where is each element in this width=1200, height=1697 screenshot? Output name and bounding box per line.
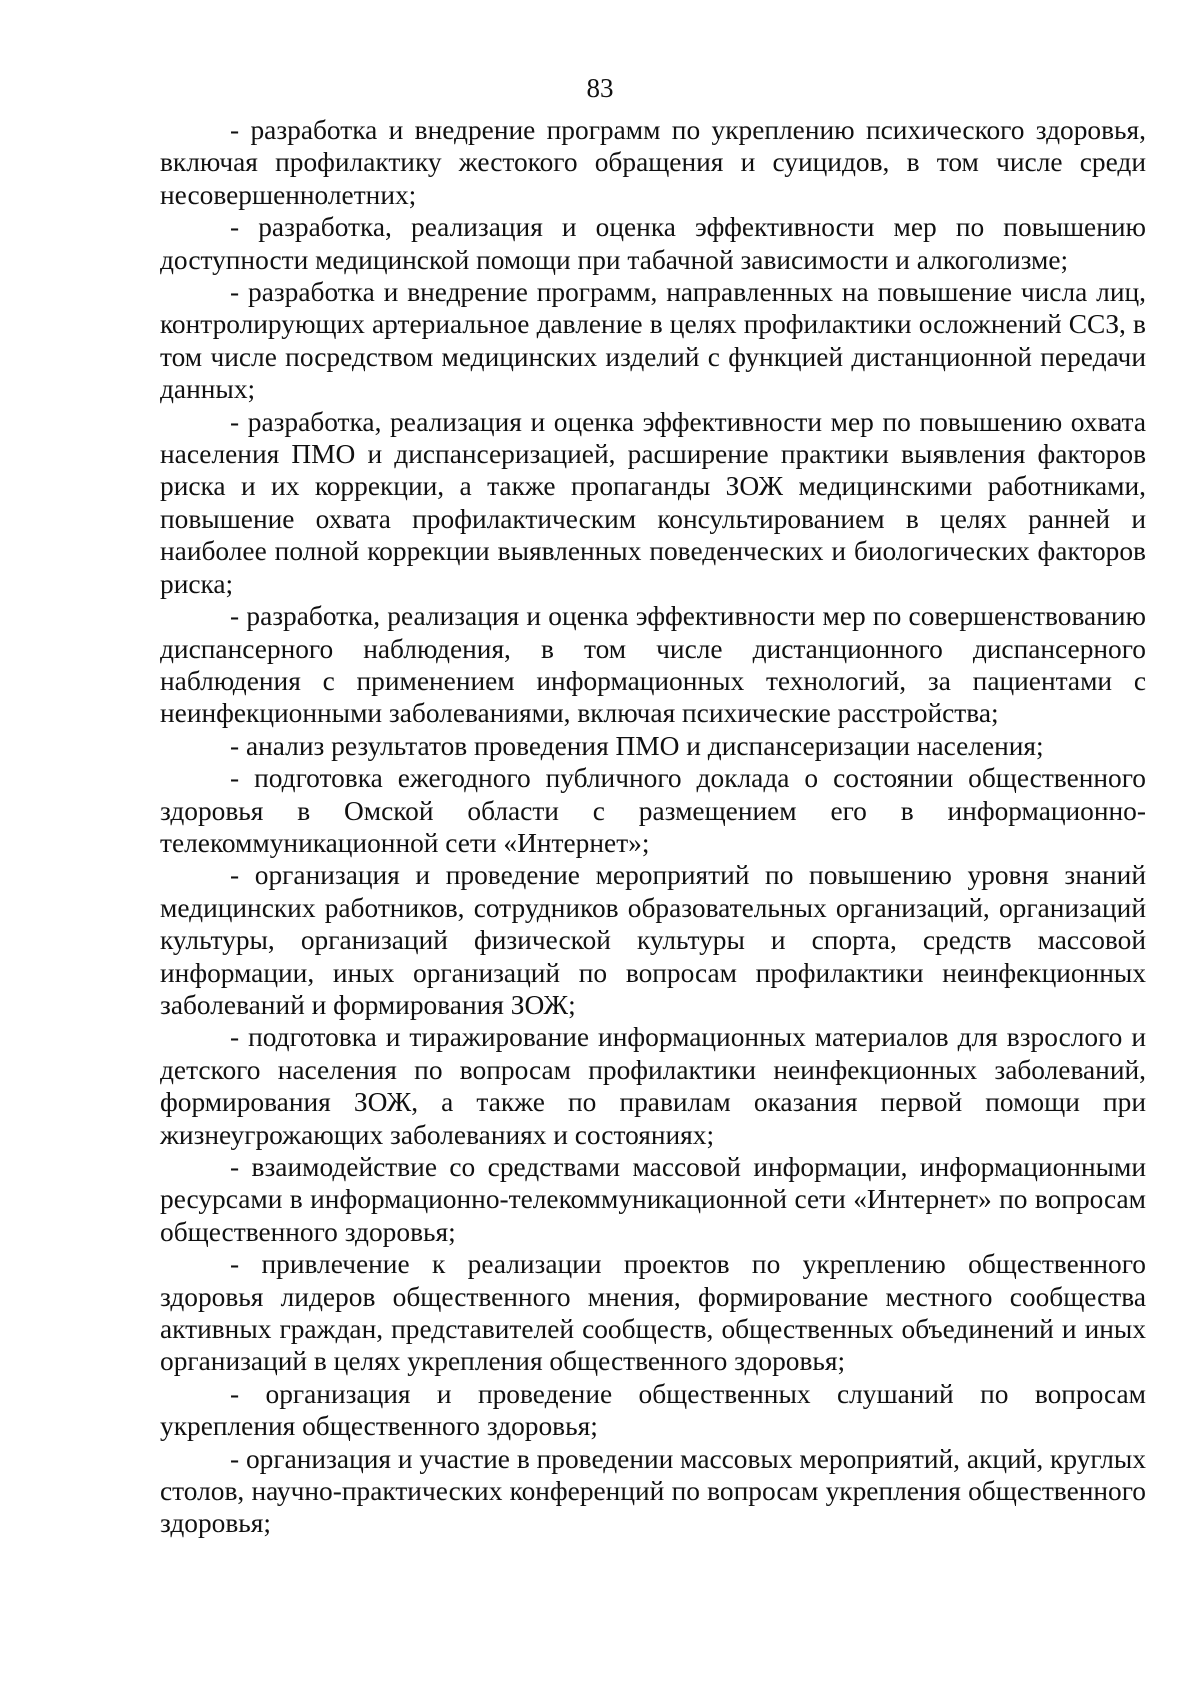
document-body xyxy=(160,114,1146,1540)
list-item: - организация и проведение мероприятий по повышению уровня знаний медицинских работников, сотрудников образовательных организаций, организаций культуры, организаций физической культуры и спорта, средств массовой информации, иных организаций по вопросам профилактики неинфекционных заболеваний и формирования ЗОЖ; xyxy=(160,860,1146,1020)
list-item: - разработка, реализация и оценка эффективности мер по повышению доступности медицинской помощи при табачной зависимости и алкоголизме; xyxy=(160,212,1146,275)
list-item: - разработка и внедрение программ по укреплению психического здоровья, включая профилактику жестокого обращения и суицидов, в том числе среди несовершеннолетних; xyxy=(160,115,1146,210)
page-number: 83 xyxy=(586,73,614,103)
list-item: - разработка, реализация и оценка эффективности мер по совершенствованию диспансерного наблюдения, в том числе дистанционного диспансерного наблюдения с применением информационных технологий, за пациентами с неинфекционными заболеваниями, включая психические расстройства; xyxy=(160,601,1146,729)
list-item: - привлечение к реализации проектов по укреплению общественного здоровья лидеров общественного мнения, формирование местного сообщества активных граждан, представителей сообществ, общественных объединений и иных организаций в целях укрепления общественного здоровья; xyxy=(160,1249,1146,1377)
list-item: - организация и проведение общественных слушаний по вопросам укрепления общественного здоровья; xyxy=(160,1378,1146,1442)
list-item: - анализ результатов проведения ПМО и диспансеризации населения; xyxy=(230,730,1044,761)
list-item: - подготовка ежегодного публичного доклада о состоянии общественного здоровья в Омской области с размещением его в информационно-телекоммуникационной сети «Интернет»; xyxy=(160,763,1146,858)
list-item: - организация и участие в проведении массовых мероприятий, акций, круглых столов, научно-практических конференций по вопросам укрепления общественного здоровья; xyxy=(160,1443,1146,1539)
list-item: - взаимодействие со средствами массовой информации, информационными ресурсами в информационно-телекоммуникационной сети «Интернет» по вопросам общественного здоровья; xyxy=(160,1152,1146,1247)
list-item: - подготовка и тиражирование информационных материалов для взрослого и детского населения по вопросам профилактики неинфекционных заболеваний, формирования ЗОЖ, а также по правилам оказания первой помощи при жизнеугрожающих заболеваниях и состояниях; xyxy=(160,1022,1146,1150)
list-item: - разработка и внедрение программ, направленных на повышение числа лиц, контролирующих артериальное давление в целях профилактики осложнений ССЗ, в том числе посредством медицинских изделий с функцией дистанционной передачи данных; xyxy=(160,277,1146,405)
list-item: - разработка, реализация и оценка эффективности мер по повышению охвата населения ПМО и диспансеризацией, расширение практики выявления факторов риска и их коррекции, а также пропаганды ЗОЖ медицинскими работниками, повышение охвата профилактическим консультированием в целях ранней и наиболее полной коррекции выявленных поведенческих и биологических факторов риска; xyxy=(160,406,1146,599)
